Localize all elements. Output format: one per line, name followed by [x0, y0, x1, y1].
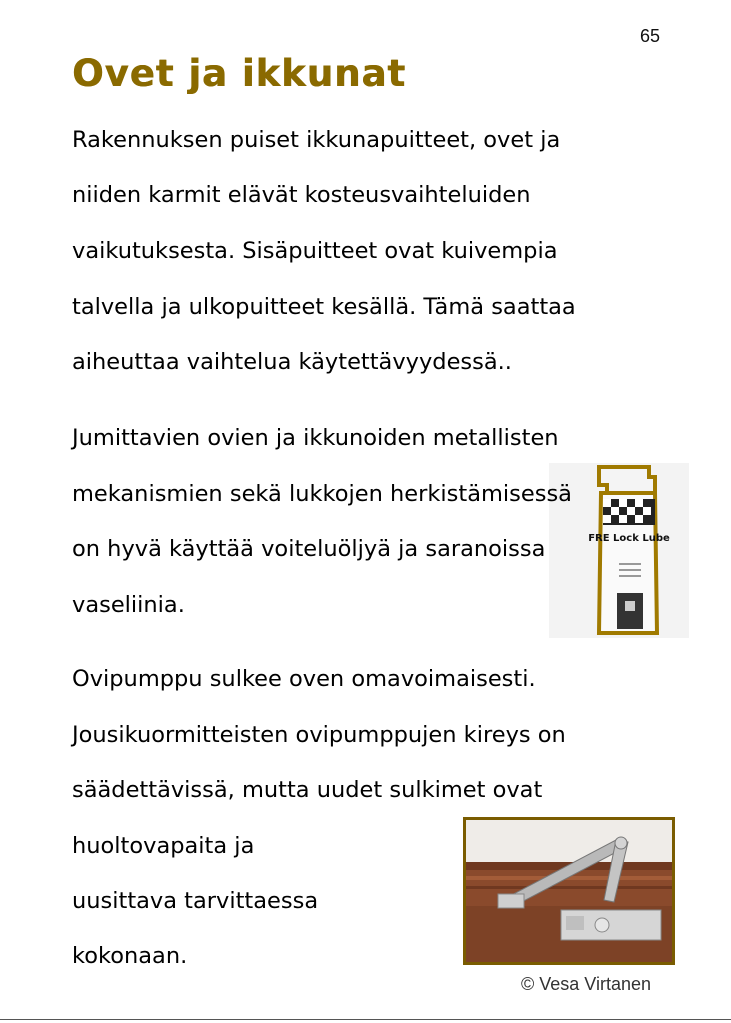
paragraph-3-line-1: Ovipumppu sulkee oven omavoimaisesti.: [72, 666, 536, 692]
paragraph-1-line-2: niiden karmit elävät kosteusvaihteluiden: [72, 182, 531, 208]
paragraph-2-line-4: vaseliinia.: [72, 592, 185, 618]
paragraph-2-line-1: Jumittavien ovien ja ikkunoiden metallisten: [72, 425, 559, 451]
copyright-notice: © Vesa Virtanen: [521, 974, 652, 994]
paragraph-2-line-3: on hyvä käyttää voiteluöljyä ja saranoissa: [72, 536, 546, 562]
bottom-divider: [0, 1019, 731, 1020]
paragraph-1-line-3: vaikutuksesta. Sisäpuitteet ovat kuivempia: [72, 238, 558, 264]
page-number: 65: [640, 26, 661, 46]
paragraph-3-line-2: Jousikuormitteisten ovipumppujen kireys on: [72, 722, 566, 748]
paragraph-3-line-3: säädettävissä, mutta uudet sulkimet ovat: [72, 777, 543, 803]
paragraph-3-line-5: uusittava tarvittaessa: [72, 888, 319, 914]
page-title: Ovet ja ikkunat: [72, 52, 406, 95]
spray-can-label: FRE Lock Lube: [588, 533, 670, 544]
paragraph-1-line-4: talvella ja ulkopuitteet kesällä. Tämä saattaa: [72, 294, 576, 320]
paragraph-1-line-1: Rakennuksen puiset ikkunapuitteet, ovet ja: [72, 127, 561, 153]
paragraph-2-line-2: mekanismien sekä lukkojen herkistämisessä: [72, 481, 572, 507]
paragraph-3-line-6: kokonaan.: [72, 943, 188, 969]
paragraph-3-line-4: huoltovapaita ja: [72, 833, 255, 859]
paragraph-1-line-5: aiheuttaa vaihtelua käytettävyydessä..: [72, 349, 512, 375]
door-closer-image: [463, 817, 675, 965]
